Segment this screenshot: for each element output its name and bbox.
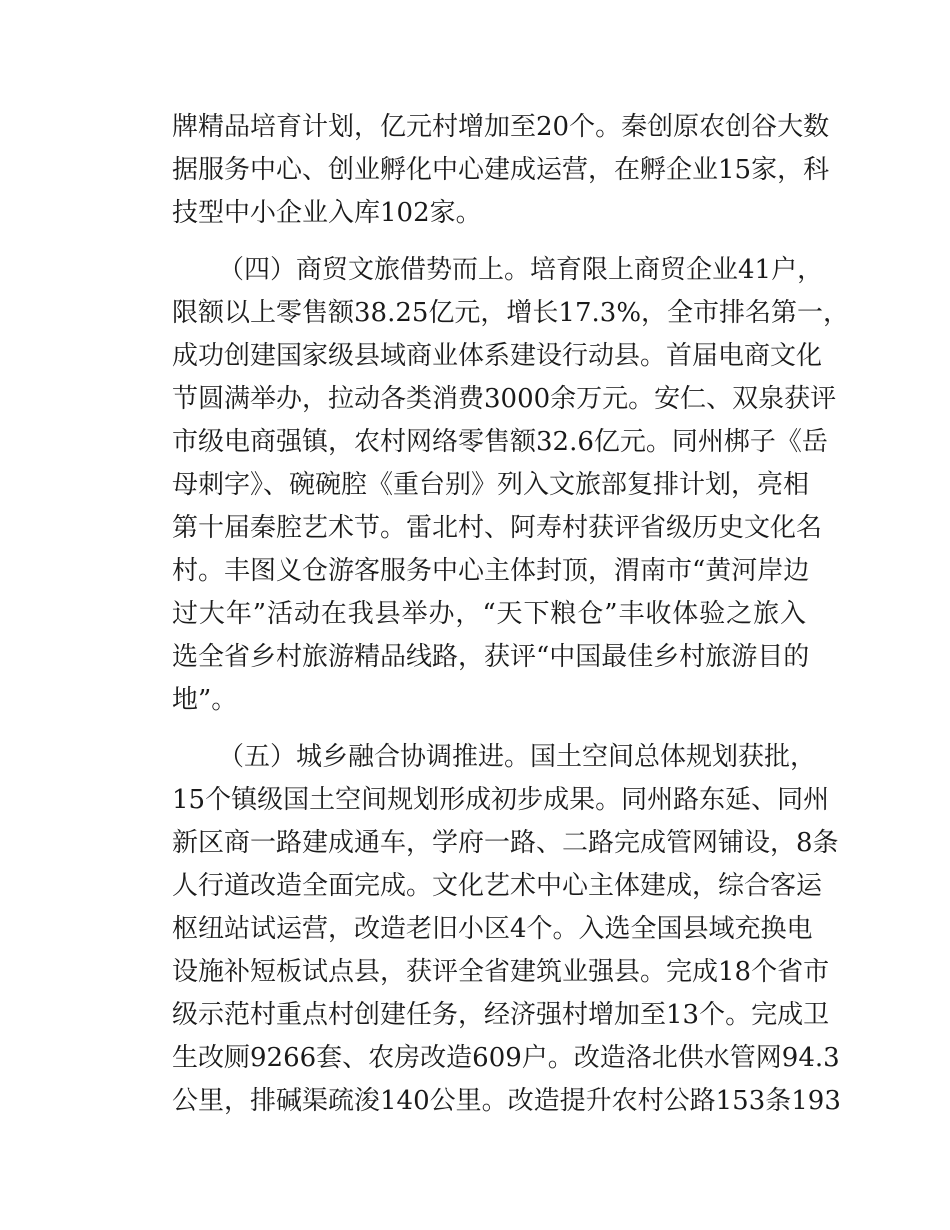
text-line: 生改厕9266套、农房改造609户。改造洛北供水管网94.3: [172, 1043, 840, 1073]
text-line: （五）城乡融合协调推进。国土空间总体规划获批，: [218, 742, 817, 772]
text-line: 成功创建国家级县域商业体系建设行动县。首届电商文化: [172, 341, 823, 371]
text-line: 限额以上零售额38.25亿元，增长17.3%，全市排名第一，: [172, 298, 850, 328]
text-line: 过大年”活动在我县举办，“天下粮仓”丰收体验之旅入: [172, 599, 806, 629]
text-line: 母刺字》、碗碗腔《重台别》列入文旅部复排计划，亮相: [172, 470, 810, 500]
text-line: 新区商一路建成通车，学府一路、二路完成管网铺设，8条: [172, 828, 839, 858]
text-line: 村。丰图义仓游客服务中心主体封顶，渭南市“黄河岸边: [172, 556, 810, 586]
text-line: 选全省乡村旅游精品线路，获评“中国最佳乡村旅游目的: [172, 642, 810, 672]
text-line: 据服务中心、创业孵化中心建成运营，在孵企业15家，科: [172, 155, 830, 185]
text-line: （四）商贸文旅借势而上。培育限上商贸企业41户，: [218, 255, 824, 285]
text-line: 15个镇级国土空间规划形成初步成果。同州路东延、同州: [172, 785, 830, 815]
text-line: 第十届秦腔艺术节。雷北村、阿寿村获评省级历史文化名: [172, 513, 823, 543]
paragraph-urban-rural: [172, 736, 841, 1123]
paragraph-continued: [172, 106, 830, 235]
text-line: 枢纽站试运营，改造老旧小区4个。入选全国县域充换电: [172, 914, 813, 944]
document-page: [172, 106, 850, 1137]
text-line: 牌精品培育计划，亿元村增加至20个。秦创原农创谷大数: [172, 112, 830, 142]
paragraph-commerce-tourism: [172, 249, 850, 722]
text-line: 技型中小企业入库102家。: [172, 198, 482, 228]
text-line: 节圆满举办，拉动各类消费3000余万元。安仁、双泉获评: [172, 384, 837, 414]
text-line: 人行道改造全面完成。文化艺术中心主体建成，综合客运: [172, 871, 823, 901]
text-line: 设施补短板试点县，获评全省建筑业强县。完成18个省市: [172, 957, 830, 987]
text-line: 级示范村重点村创建任务，经济强村增加至13个。完成卫: [172, 1000, 830, 1030]
text-line: 市级电商强镇，农村网络零售额32.6亿元。同州梆子《岳: [172, 427, 828, 457]
text-line: 公里，排碱渠疏浚140公里。改造提升农村公路153条193: [172, 1086, 841, 1116]
text-line: 地”。: [172, 685, 238, 715]
